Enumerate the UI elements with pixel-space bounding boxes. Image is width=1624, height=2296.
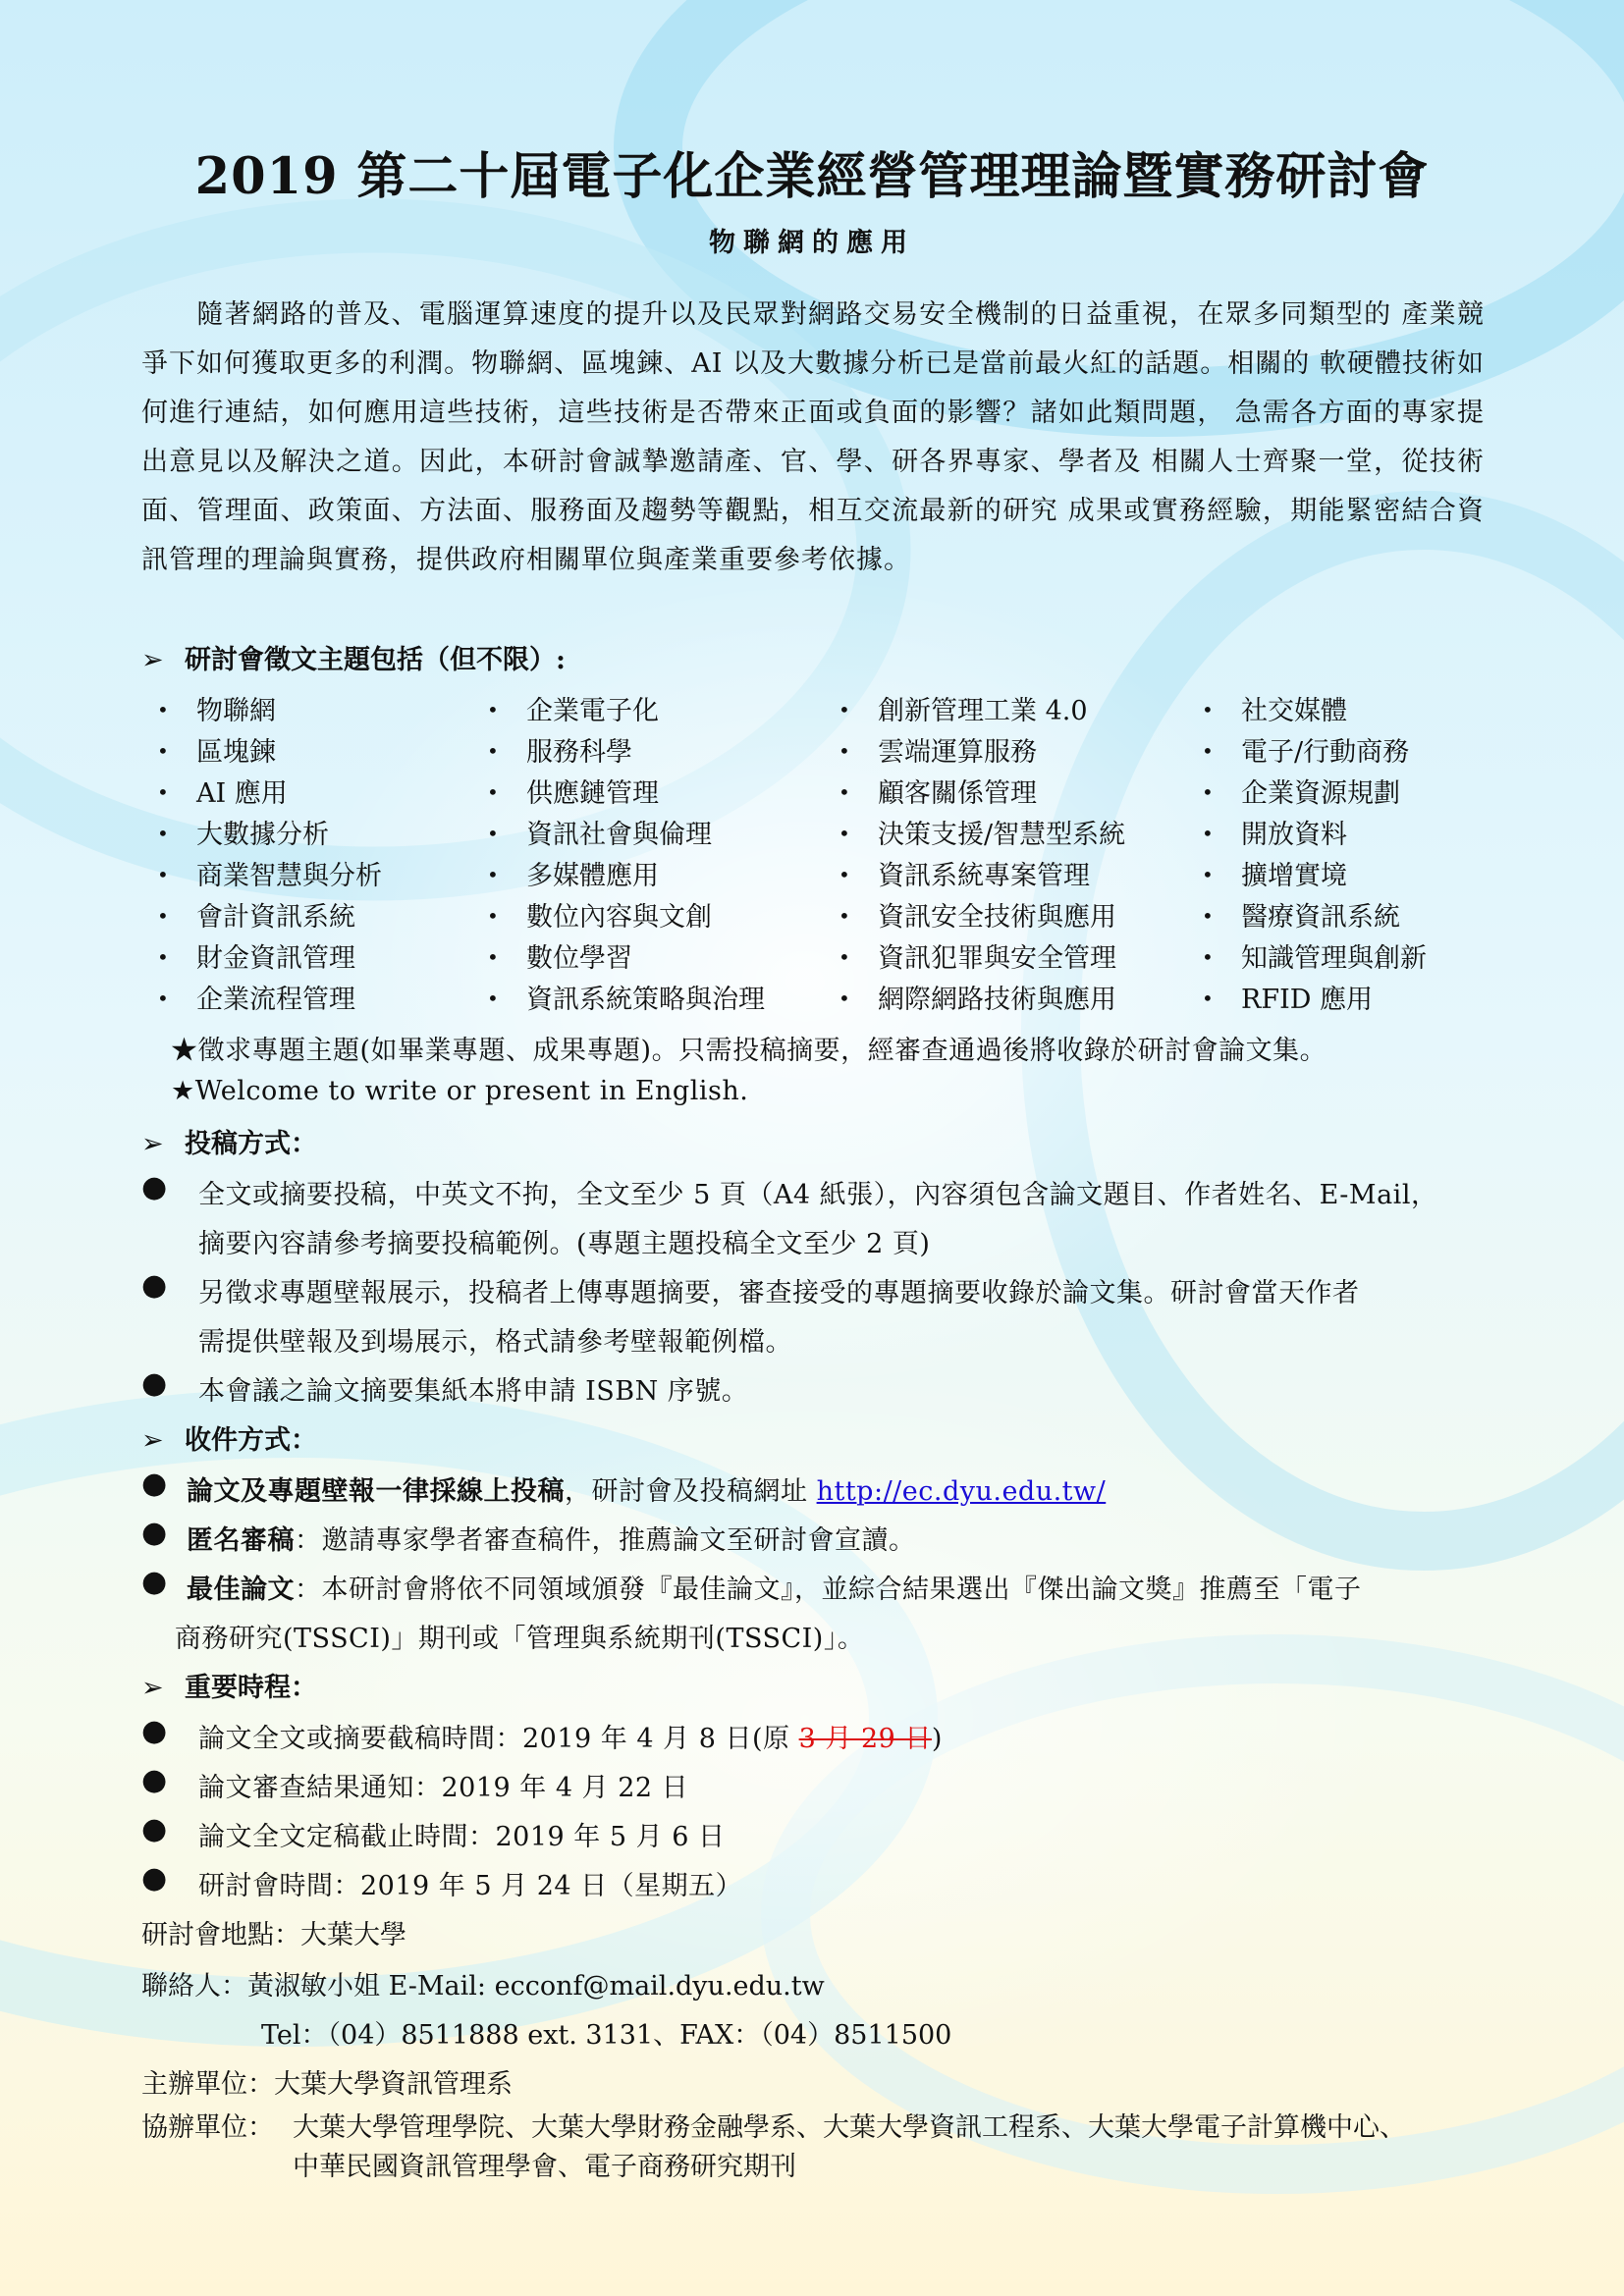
topic-item xyxy=(1202,936,1427,975)
topic-item xyxy=(839,978,1116,1016)
bullet-dot-icon: • xyxy=(157,904,169,928)
topic-item xyxy=(157,978,355,1016)
topic-label: 雲端運算服務 xyxy=(878,737,1037,768)
topic-label: 開放資料 xyxy=(1241,820,1347,850)
original-deadline: 3 月 29 日 xyxy=(798,1724,932,1754)
bullet-dot-icon: • xyxy=(487,945,499,969)
topic-label: 財金資訊管理 xyxy=(196,943,355,974)
topic-label: 會計資訊系統 xyxy=(196,902,355,933)
venue: 研討會地點：大葉大學 xyxy=(141,1920,406,1950)
topic-item xyxy=(157,854,382,892)
topic-label: 供應鏈管理 xyxy=(526,778,659,809)
topic-item xyxy=(839,689,1088,727)
topic-label: 大數據分析 xyxy=(196,820,329,850)
topic-label: 社交媒體 xyxy=(1241,696,1347,726)
co-organizers: 大葉大學管理學院、大葉大學財務金融學系、大葉大學資訊工程系、大葉大學電子計算機中心、 xyxy=(293,2112,1406,2143)
contact: 聯絡人：黃淑敏小姐 E-Mail: ecconf@mail.dyu.edu.tw xyxy=(141,1971,825,2002)
bullet-dot-icon: • xyxy=(487,904,499,928)
submission-item-3: 本會議之論文摘要集紙本將申請 ISBN 序號。 xyxy=(198,1376,749,1407)
topic-item xyxy=(839,813,1125,851)
topic-item xyxy=(157,689,276,727)
bullet-icon: ● xyxy=(141,1170,168,1204)
topic-item xyxy=(487,978,765,1016)
bullet-dot-icon: • xyxy=(1202,780,1214,804)
co-organizers-cont: 中華民國資訊管理學會、電子商務研究期刊 xyxy=(293,2152,796,2182)
receiving-best-paper: 最佳論文：本研討會將依不同領域頒發『最佳論文』，並綜合結果選出『傑出論文獎』推薦至「電子 xyxy=(187,1575,1362,1605)
arrow-icon: ➢ xyxy=(141,1673,164,1703)
bullet-icon: ● xyxy=(141,1516,168,1550)
topic-item xyxy=(1202,813,1347,851)
topic-label: 網際網路技術與應用 xyxy=(878,985,1116,1015)
topic-label: 區塊鍊 xyxy=(196,737,276,768)
topic-item xyxy=(1202,689,1347,727)
bullet-dot-icon: • xyxy=(157,698,169,721)
intro-line: 隨著網路的普及、電腦運算速度的提升以及民眾對網路交易安全機制的日益重視，在眾多同類型的 xyxy=(196,299,1392,330)
receiving-heading: ➢ 收件方式： xyxy=(141,1425,317,1456)
bullet-dot-icon: • xyxy=(1202,698,1214,721)
conference-url-link[interactable]: http://ec.dyu.edu.tw/ xyxy=(816,1476,1107,1507)
topic-item xyxy=(157,895,355,934)
bullet-dot-icon: • xyxy=(487,780,499,804)
topic-label: 資訊系統策略與治理 xyxy=(526,985,765,1015)
topic-item xyxy=(487,895,712,934)
bullet-icon: ● xyxy=(141,1268,168,1303)
topic-label: RFID 應用 xyxy=(1241,985,1373,1015)
topic-item xyxy=(157,813,329,851)
topic-item xyxy=(157,730,276,769)
topic-label: 數位內容與文創 xyxy=(526,902,712,933)
page-title: 2019 第二十屆電子化企業經營管理理論暨實務研討會 xyxy=(194,147,1430,206)
topic-item xyxy=(839,772,1037,810)
organizer: 主辦單位：大葉大學資訊管理系 xyxy=(141,2069,513,2100)
topic-label: 資訊社會與倫理 xyxy=(526,820,712,850)
topic-item xyxy=(839,936,1116,975)
bullet-dot-icon: • xyxy=(157,987,169,1010)
bullet-icon: ● xyxy=(141,1366,168,1401)
receiving-anonymous-review: 匿名審稿：邀請專家學者審查稿件，推薦論文至研討會宣讀。 xyxy=(187,1525,916,1556)
arrow-icon: ➢ xyxy=(141,645,164,675)
arrow-icon: ➢ xyxy=(141,1129,164,1159)
topic-item xyxy=(487,689,659,727)
bullet-icon: ● xyxy=(141,1763,168,1797)
bullet-dot-icon: • xyxy=(839,945,850,969)
topic-label: 商業智慧與分析 xyxy=(196,861,382,891)
intro-line: 產業競爭下如何獲取更多的利潤。物聯網、區塊鍊、AI 以及大數據分析已是當前最火紅的話題。相關的 xyxy=(141,299,1485,379)
schedule-review: 論文審查結果通知：2019 年 4 月 22 日 xyxy=(198,1773,689,1803)
topic-label: 醫療資訊系統 xyxy=(1241,902,1400,933)
bullet-dot-icon: • xyxy=(1202,945,1214,969)
bullet-dot-icon: • xyxy=(839,987,850,1010)
page-subtitle: 物聯網的應用 xyxy=(709,228,915,258)
topic-item xyxy=(1202,978,1373,1016)
submission-item-1-cont: 摘要內容請參考摘要投稿範例。(專題主題投稿全文至少 2 頁) xyxy=(198,1229,931,1259)
topic-item xyxy=(487,772,659,810)
bullet-dot-icon: • xyxy=(839,698,850,721)
topic-item xyxy=(157,772,288,810)
topic-label: 數位學習 xyxy=(526,943,632,974)
bullet-dot-icon: • xyxy=(487,822,499,845)
topic-label: 決策支援/智慧型系統 xyxy=(878,820,1126,850)
topic-item xyxy=(487,854,659,892)
topic-item xyxy=(839,854,1090,892)
intro-line: 急需各方面的專家提出意見以及解決之道。因此，本研討會誠摯邀請產、官、學、研各界專家、學者及 xyxy=(141,398,1485,477)
intro-line: 軟硬體技術如何進行連結，如何應用這些技術，這些技術是否帶來正面或負面的影響？諸如此類問題， xyxy=(141,348,1486,428)
bullet-icon: ● xyxy=(141,1565,168,1599)
topics-heading: ➢ 研討會徵文主題包括（但不限）: xyxy=(141,645,566,675)
topic-item xyxy=(487,730,632,769)
bullet-dot-icon: • xyxy=(1202,904,1214,928)
bullet-dot-icon: • xyxy=(839,822,850,845)
topic-label: 多媒體應用 xyxy=(526,861,659,891)
topic-label: 企業電子化 xyxy=(526,696,659,726)
topics-note-2: ★Welcome to write or present in English. xyxy=(171,1076,749,1106)
bullet-dot-icon: • xyxy=(1202,987,1214,1010)
receiving-best-paper-cont: 商務研究(TSSCI)」期刊或「管理與系統期刊(TSSCI)」。 xyxy=(175,1624,865,1654)
topic-label: 電子/行動商務 xyxy=(1241,737,1410,768)
co-organizer-label: 協辦單位： xyxy=(141,2112,274,2143)
bullet-dot-icon: • xyxy=(839,780,850,804)
bullet-dot-icon: • xyxy=(839,904,850,928)
topic-label: 知識管理與創新 xyxy=(1241,943,1427,974)
bullet-icon: ● xyxy=(141,1467,168,1501)
topic-item xyxy=(487,813,712,851)
topic-label: 企業資源規劃 xyxy=(1241,778,1400,809)
bullet-dot-icon: • xyxy=(157,863,169,886)
schedule-final: 論文全文定稿截止時間：2019 年 5 月 6 日 xyxy=(198,1822,726,1852)
bullet-dot-icon: • xyxy=(1202,739,1214,763)
bullet-dot-icon: • xyxy=(157,780,169,804)
topic-label: 顧客關係管理 xyxy=(878,778,1037,809)
submission-item-2: 另徵求專題壁報展示，投稿者上傳專題摘要，審查接受的專題摘要收錄於論文集。研討會當天作者 xyxy=(198,1278,1360,1308)
bullet-icon: ● xyxy=(141,1812,168,1846)
receiving-online: 論文及專題壁報一律採線上投稿，研討會及投稿網址 http://ec.dyu.edu.tw/ xyxy=(187,1476,1107,1507)
topic-label: AI 應用 xyxy=(196,778,288,809)
bullet-dot-icon: • xyxy=(839,863,850,886)
bullet-dot-icon: • xyxy=(839,739,850,763)
intro-paragraph xyxy=(141,291,1485,585)
topic-label: 資訊系統專案管理 xyxy=(878,861,1090,891)
submission-item-1: 全文或摘要投稿，中英文不拘，全文至少 5 頁（A4 紙張），內容須包含論文題目、作者姓名、E-Mail， xyxy=(198,1180,1438,1210)
intro-line: 成果或實務經驗，期能緊密結合資訊管理的理論與實務，提供政府相關單位與產業重要參考依據。 xyxy=(141,496,1485,575)
intro-line: 相關人士齊聚一堂，從技術面、管理面、政策面、方法面、服務面及趨勢等觀點，相互交流最新的研究 xyxy=(141,447,1486,526)
submission-heading: ➢ 投稿方式： xyxy=(141,1129,317,1159)
topic-item xyxy=(157,936,355,975)
topic-item xyxy=(1202,730,1409,769)
topic-item xyxy=(487,936,632,975)
topic-label: 服務科學 xyxy=(526,737,632,768)
bullet-dot-icon: • xyxy=(157,739,169,763)
bullet-dot-icon: • xyxy=(157,822,169,845)
topic-item xyxy=(1202,854,1347,892)
bullet-dot-icon: • xyxy=(487,863,499,886)
topic-item xyxy=(1202,895,1400,934)
topic-label: 資訊犯罪與安全管理 xyxy=(878,943,1116,974)
bullet-dot-icon: • xyxy=(487,698,499,721)
topics-note-1: ★徵求專題主題(如畢業專題、成果專題)。只需投稿摘要，經審查通過後將收錄於研討會論文集。 xyxy=(171,1036,1327,1066)
phone-fax: Tel：（04）8511888 ext. 3131、FAX：（04）8511500 xyxy=(261,2020,952,2051)
topic-label: 擴增實境 xyxy=(1241,861,1347,891)
topic-label: 資訊安全技術與應用 xyxy=(878,902,1116,933)
bullet-dot-icon: • xyxy=(157,945,169,969)
bullet-dot-icon: • xyxy=(1202,822,1214,845)
topic-item xyxy=(839,895,1116,934)
bullet-dot-icon: • xyxy=(487,987,499,1010)
bullet-icon: ● xyxy=(141,1861,168,1896)
arrow-icon: ➢ xyxy=(141,1425,164,1456)
submission-item-2-cont: 需提供壁報及到場展示，格式請參考壁報範例檔。 xyxy=(198,1327,792,1358)
topic-label: 企業流程管理 xyxy=(196,985,355,1015)
bullet-dot-icon: • xyxy=(487,739,499,763)
topic-label: 創新管理工業 4.0 xyxy=(878,696,1088,726)
schedule-heading: ➢ 重要時程： xyxy=(141,1673,317,1703)
schedule-conference: 研討會時間：2019 年 5 月 24 日（星期五） xyxy=(198,1871,743,1901)
bullet-icon: ● xyxy=(141,1714,168,1748)
bullet-dot-icon: • xyxy=(1202,863,1214,886)
schedule-deadline: 論文全文或摘要截稿時間：2019 年 4 月 8 日(原 3 月 29 日) xyxy=(198,1724,943,1754)
topic-label: 物聯網 xyxy=(196,696,276,726)
topic-item xyxy=(1202,772,1400,810)
topic-item xyxy=(839,730,1037,769)
